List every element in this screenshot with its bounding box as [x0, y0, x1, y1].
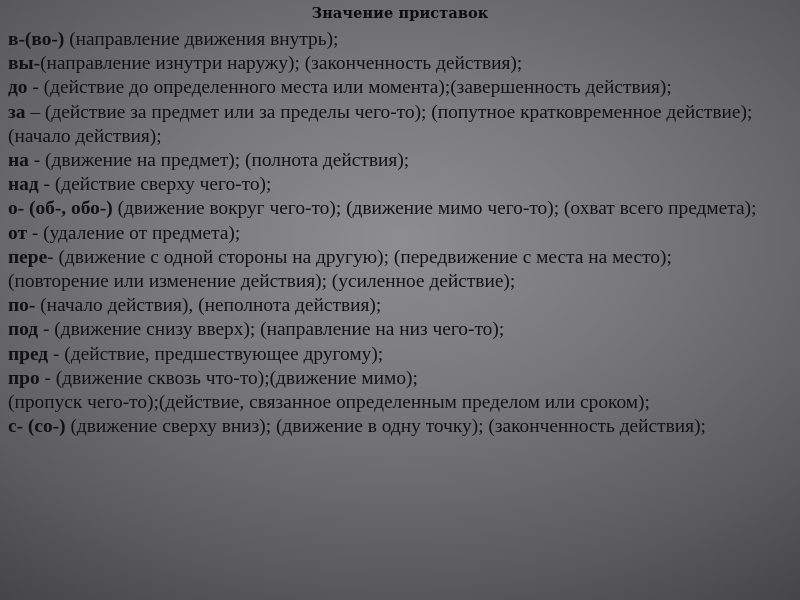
prefix-label: на	[8, 150, 29, 172]
prefix-entry-o	[8, 197, 792, 221]
prefix-meaning: – (действие за предмет или за пределы чего-то); (попутное кратковременное действие); (начало действия);	[8, 101, 753, 147]
prefix-meaning: (направление изнутри наружу); (законченность действия);	[40, 53, 523, 75]
prefix-meaning: - (движение с одной стороны на другую); (передвижение с места на место);	[47, 246, 672, 268]
prefix-entry-s	[8, 415, 792, 439]
prefix-label: до	[8, 77, 28, 99]
prefix-entry-vy	[8, 52, 792, 76]
prefix-meaning: - (удаление от предмета);	[26, 222, 241, 244]
slide-title: Значение приставок	[311, 5, 489, 22]
prefix-meaning: (направление движения внутрь);	[64, 29, 339, 50]
prefix-meaning: - (движение сквозь что-то);(движение мимо);	[39, 367, 418, 389]
prefix-label: в-(во-)	[8, 29, 65, 50]
prefix-meaning: (начало действия), (неполнота действия);	[35, 295, 382, 317]
prefix-label: о- (об-, обо-)	[8, 198, 113, 220]
prefix-label: от	[8, 222, 27, 244]
prefix-entry-nad	[8, 173, 792, 197]
prefix-entry-pod	[8, 318, 792, 342]
prefix-entry-po	[8, 294, 792, 318]
prefix-label: по-	[8, 295, 36, 317]
prefix-meaning: (движение сверху вниз); (движение в одну точку); (законченность действия);	[65, 416, 706, 438]
prefix-label: под	[8, 319, 39, 341]
prefix-entry-pro-cont	[8, 391, 792, 415]
prefix-entry-do	[8, 76, 792, 100]
prefix-entry-v	[8, 28, 792, 52]
prefix-entry-ot	[8, 222, 792, 246]
prefix-meaning: - (действие сверху чего-то);	[38, 174, 272, 196]
prefix-entry-na	[8, 149, 792, 173]
prefix-label: над	[8, 174, 39, 196]
prefix-label: пере	[8, 246, 48, 268]
prefix-list	[8, 28, 792, 439]
prefix-meaning: - (действие до определенного места или момента);(завершенность действия);	[27, 77, 672, 99]
prefix-entry-pere-cont	[8, 270, 792, 294]
prefix-entry-pred	[8, 343, 792, 367]
prefix-label: пред	[8, 343, 49, 365]
prefix-meaning: (движение вокруг чего-то); (движение мимо чего-то); (охват всего предмета);	[112, 198, 757, 220]
prefix-meaning: (пропуск чего-то);(действие, связанное определенным пределом или сроком);	[8, 392, 650, 414]
prefix-meaning: - (действие, предшествующее другому);	[48, 343, 384, 365]
prefix-entry-pro	[8, 367, 792, 391]
prefix-meaning: (повторение или изменение действия); (усиленное действие);	[8, 271, 516, 293]
prefix-label: с- (со-)	[8, 416, 66, 438]
prefix-entry-pere	[8, 246, 792, 270]
prefix-entry-za	[8, 101, 792, 149]
prefix-meaning: - (движение на предмет); (полнота действия);	[28, 150, 410, 172]
prefix-label: вы-	[8, 53, 41, 75]
prefix-label: про	[8, 367, 40, 389]
prefix-label: за	[8, 101, 26, 123]
prefix-meaning: - (движение снизу вверх); (направление на низ чего-то);	[38, 319, 505, 341]
